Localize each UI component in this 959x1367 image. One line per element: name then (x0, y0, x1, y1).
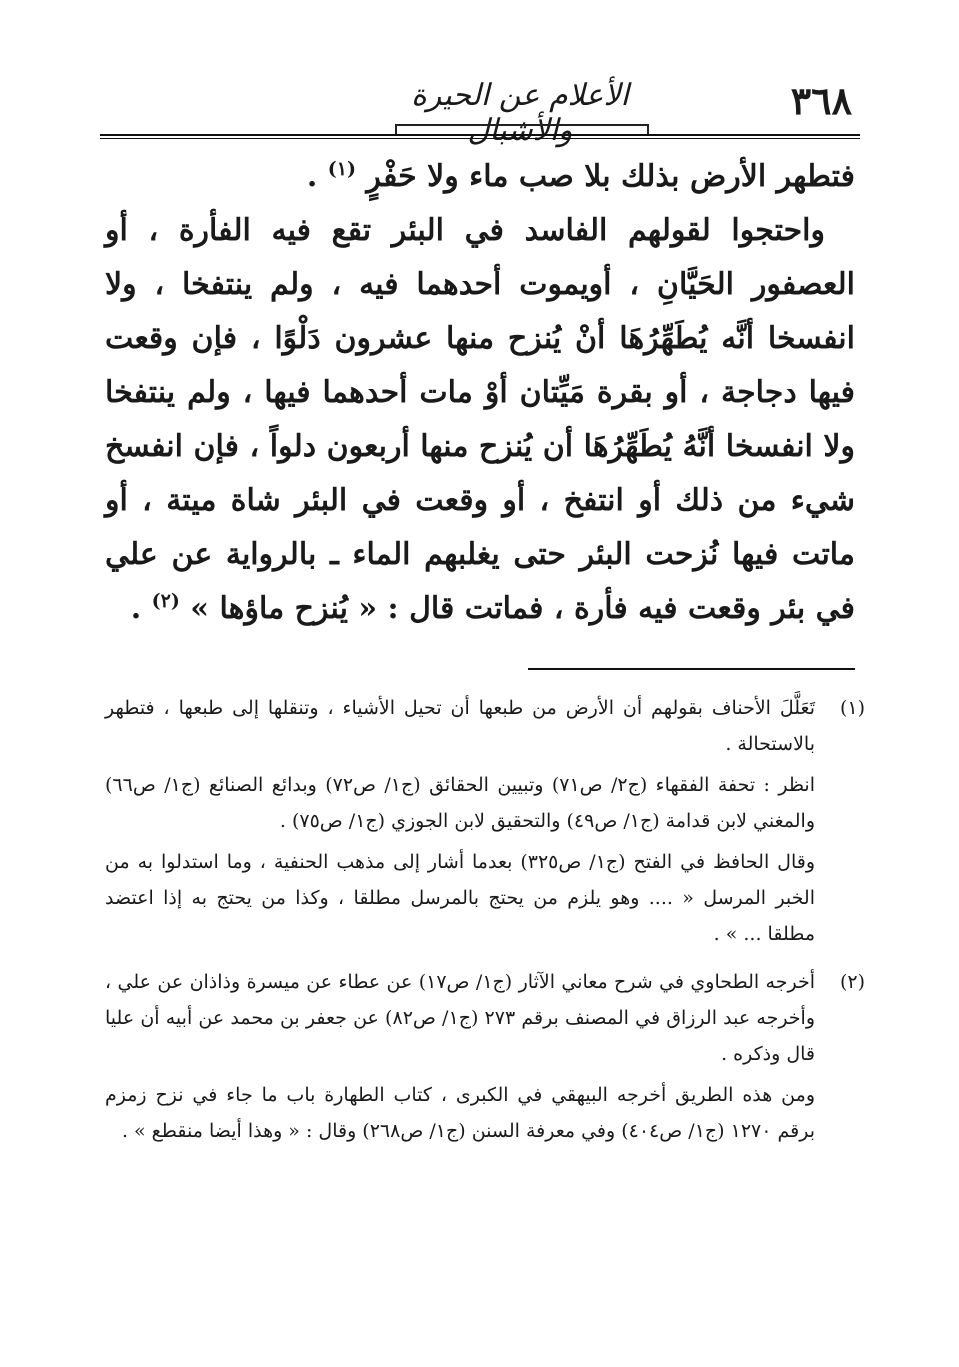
title-frame (395, 124, 649, 134)
header-rule (100, 134, 860, 136)
footnote-ref-1: (١) (327, 158, 356, 180)
footnote-number: (٢) (839, 971, 865, 993)
footnotes (105, 690, 865, 1149)
paragraph-1-end: . (306, 159, 318, 194)
footnote-2 (105, 964, 865, 1149)
page-number: ٣٦٨ (790, 78, 852, 123)
footnote-ref-2: (٢) (151, 590, 180, 612)
paragraph-1 (105, 150, 855, 204)
page-header (100, 62, 860, 148)
main-text (105, 150, 855, 636)
footnote-separator (528, 668, 855, 670)
footnote-line: وقال الحافظ في الفتح (ج١/ ص٣٢٥) بعدما أشار إلى مذهب الحنفية ، وما استدلوا به من الخبر المرسل « .... وهو يلزم من يحتج بالمرسل مطلقا ، وكذا من يحتج به إذا اعتضد مطلقا ... » . (105, 851, 815, 945)
footnote-line: تَعَلَّلَ الأحناف بقولهم أن الأرض من طبعها أن تحيل الأشياء ، وتنقلها إلى طبعها ، فتطهر بالاستحالة . (105, 697, 815, 755)
book-title: الأعلام عن الحيرة والأشبال (411, 78, 629, 148)
paragraph-2 (105, 204, 855, 636)
paragraph-2-end: . (130, 591, 142, 626)
paragraph-1-text: فتطهر الأرض بذلك بلا صب ماء ولا حَفْرٍ (366, 159, 855, 194)
paragraph-2-text: واحتجوا لقولهم الفاسد في البئر تقع فيه الفأرة ، أو العصفور الحَيَّانِ ، أويموت أحدهما فيه ، ولم ينتفخا ، ولا انفسخا أنَّه يُطَهِّرُهَا أنْ يُنزح منها عشرون دَلْوًا ، فإن وقعت فيها دجاجة ، أو بقرة مَيِّتان أوْ مات أحدهما فيها ، ولم ينتفخا ولا انفسخا أنَّهُ يُطَهِّرُهَا أن يُنزح منها أربعون دلواً ، فإن انفسخ شيء من ذلك أو انتفخ ، أو وقعت في البئر شاة ميتة ، أو ماتت فيها نُزحت البئر حتى يغلبهم الماء ـ بالرواية عن علي في بئر وقعت فيه فأرة ، فماتت قال : « يُنزح ماؤها » (105, 213, 855, 626)
footnote-number: (١) (839, 697, 865, 719)
footnote-line: انظر : تحفة الفقهاء (ج٢/ ص٧١) وتبيين الحقائق (ج١/ ص٧٢) وبدائع الصنائع (ج١/ ص٦٦) والمغني لابن قدامة (ج١/ ص٤٩) والتحقيق لابن الجوزي (ج١/ ص٧٥) . (105, 774, 815, 832)
footnote-1 (105, 690, 865, 952)
footnote-line: ومن هذه الطريق أخرجه البيهقي في الكبرى ، كتاب الطهارة باب ما جاء في نزح زمزم برقم ١٢٧٠ (ج١/ ص٤٠٤) وفي معرفة السنن (ج١/ ص٢٦٨) وقال : « وهذا أيضا منقطع » . (105, 1084, 815, 1142)
header-rule-thin (100, 138, 860, 139)
footnote-line: أخرجه الطحاوي في شرح معاني الآثار (ج١/ ص١٧) عن عطاء عن ميسرة وذاذان عن علي ، وأخرجه عبد الرزاق في المصنف برقم ٢٧٣ (ج١/ ص٨٢) عن جعفر بن محمد عن أبيه أن عليا قال وذكره . (105, 971, 815, 1065)
